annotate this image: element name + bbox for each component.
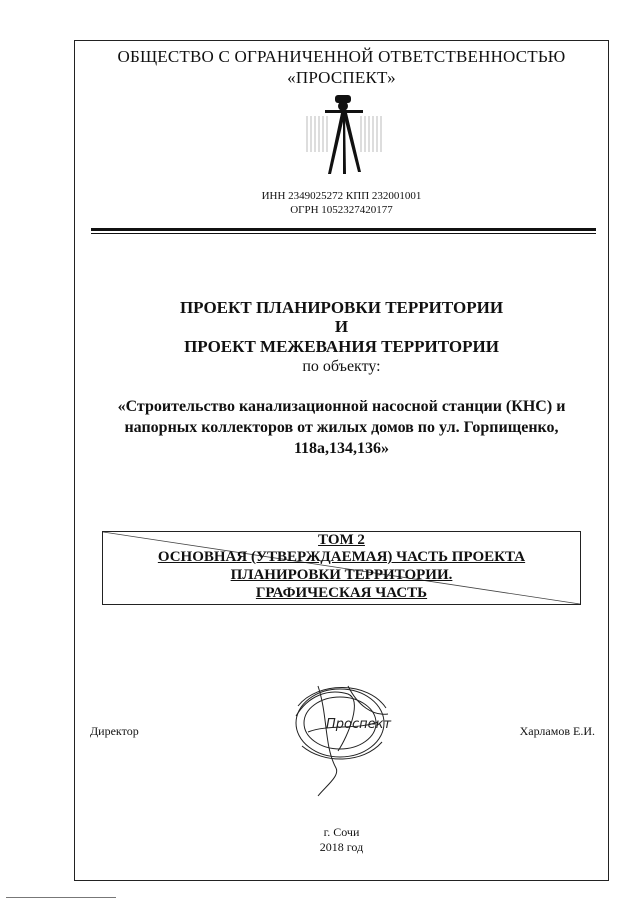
- volume-title-line1: ОСНОВНАЯ (УТВЕРЖДАЕМАЯ) ЧАСТЬ ПРОЕКТА: [157, 549, 526, 565]
- director-label: Директор: [90, 724, 139, 738]
- city-label: г. Сочи: [323, 825, 360, 839]
- header-rule-thick: [91, 228, 596, 231]
- year-label: 2018 год: [319, 840, 364, 854]
- volume-title-line2: ПЛАНИРОВКИ ТЕРРИТОРИИ.: [230, 567, 453, 583]
- company-stamp-icon: [278, 676, 408, 806]
- scan-artifact-line: [6, 897, 116, 898]
- org-name-line1: ОБЩЕСТВО С ОГРАНИЧЕННОЙ ОТВЕТСТВЕННОСТЬЮ: [117, 47, 566, 66]
- object-name-line3: 118а,134,136»: [293, 440, 390, 457]
- doc-title-line3: ПРОЕКТ МЕЖЕВАНИЯ ТЕРРИТОРИИ: [184, 337, 499, 356]
- ogrn-line: ОГРН 1052327420177: [290, 204, 393, 216]
- director-name: Харламов Е.И.: [519, 724, 595, 738]
- inn-kpp-line: ИНН 2349025272 КПП 232001001: [261, 190, 422, 202]
- header-rule-thin: [91, 233, 596, 234]
- object-name-line1: «Строительство канализационной насосной станции (КНС) и: [117, 398, 566, 415]
- surveyor-tripod-logo-icon: [305, 92, 383, 178]
- stamp-text: Проспект: [326, 717, 392, 732]
- doc-title-line2: И: [334, 317, 349, 336]
- org-name-line2: «ПРОСПЕКТ»: [287, 68, 396, 87]
- doc-title-subline: по объекту:: [302, 358, 381, 375]
- volume-box: [102, 531, 581, 605]
- doc-title-line1: ПРОЕКТ ПЛАНИРОВКИ ТЕРРИТОРИИ: [179, 298, 504, 317]
- volume-number: ТОМ 2: [318, 532, 365, 548]
- volume-title-line3: ГРАФИЧЕСКАЯ ЧАСТЬ: [255, 585, 428, 601]
- object-name-line2: напорных коллекторов от жилых домов по ул. Горпищенко,: [124, 419, 559, 436]
